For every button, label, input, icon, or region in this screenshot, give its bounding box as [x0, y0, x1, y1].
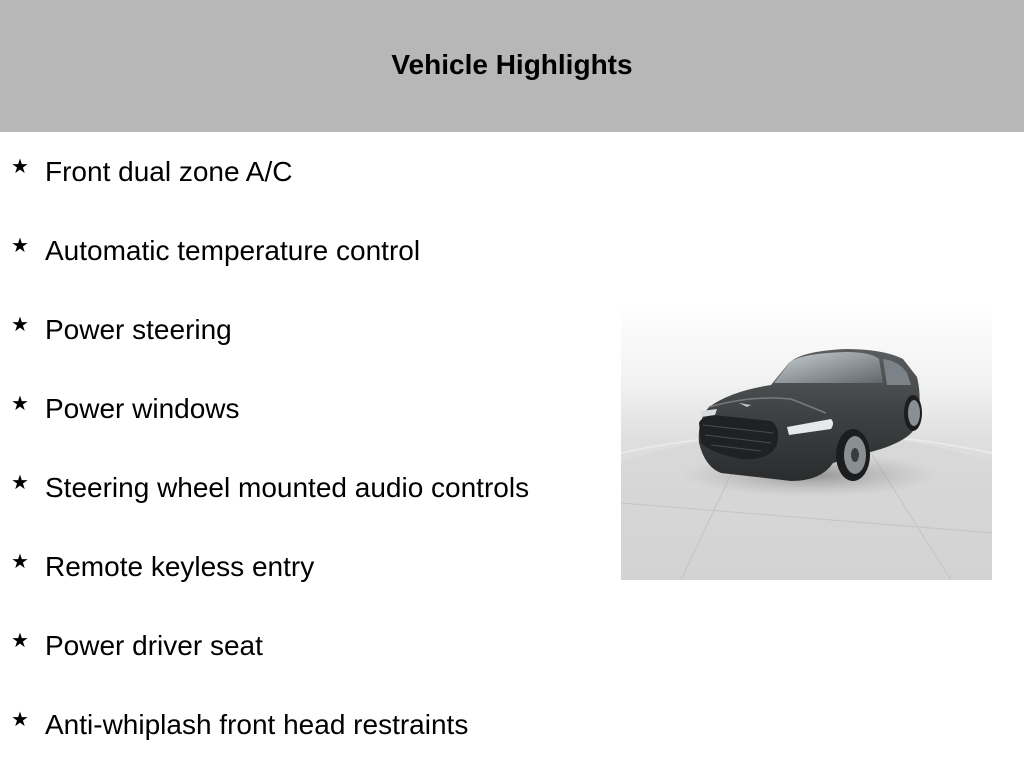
star-icon: ★ [11, 707, 29, 731]
highlight-label: Power steering [45, 314, 232, 345]
highlight-label: Front dual zone A/C [45, 156, 293, 187]
star-icon: ★ [11, 391, 29, 415]
highlight-label: Automatic temperature control [45, 235, 421, 266]
vehicle-photo [621, 303, 992, 580]
highlight-label: Power windows [45, 393, 240, 424]
highlight-label: Remote keyless entry [45, 551, 315, 582]
highlight-label: Power driver seat [45, 630, 263, 661]
star-icon: ★ [11, 312, 29, 336]
highlight-label: Steering wheel mounted audio controls [45, 472, 530, 503]
highlight-label: Anti-whiplash front head restraints [45, 709, 469, 740]
star-icon: ★ [11, 470, 29, 494]
star-icon: ★ [11, 154, 29, 178]
page-title: Vehicle Highlights [391, 49, 633, 80]
star-icon: ★ [11, 233, 29, 257]
header-bar [0, 0, 1024, 132]
star-icon: ★ [11, 628, 29, 652]
star-icon: ★ [11, 549, 29, 573]
car-image [621, 303, 992, 580]
